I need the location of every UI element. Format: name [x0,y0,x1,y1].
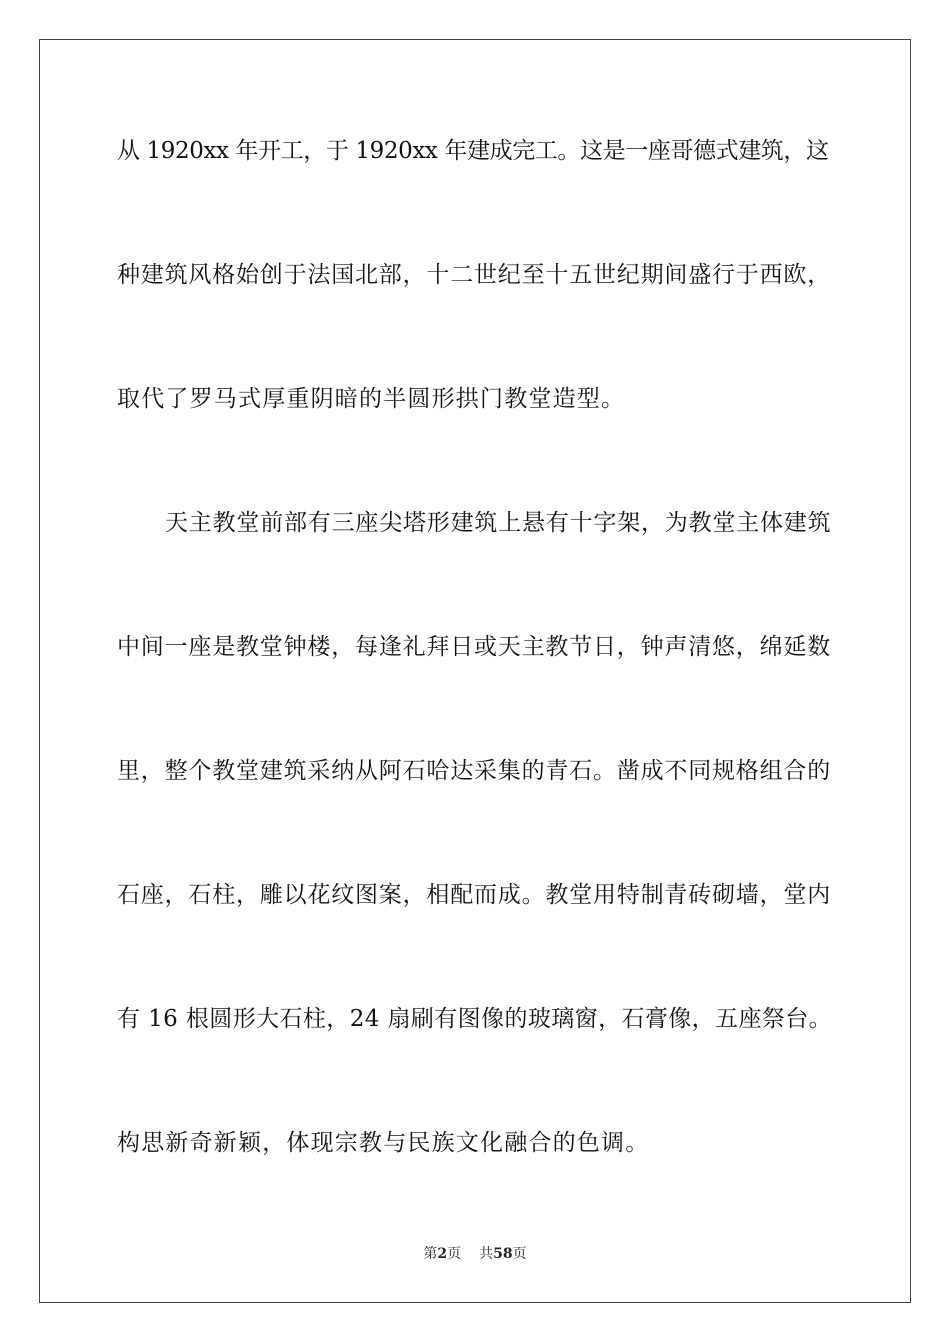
page-border [39,39,911,1303]
total-suffix: 页 [512,1246,527,1262]
body-text-line-5: 中间一座是教堂钟楼，每逢礼拜日或天主教节日，钟声清悠，绵延数 [117,634,831,660]
body-text-line-6: 里，整个教堂建筑采纳从阿石哈达采集的青石。凿成不同规格组合的 [117,758,831,784]
total-page-count: 58 [493,1246,513,1262]
body-text-line-9: 构思新奇新颖，体现宗教与民族文化融合的色调。 [117,1130,650,1156]
total-prefix: 共 [479,1246,494,1262]
body-text-line-7: 石座，石柱，雕以花纹图案，相配而成。教堂用特制青砖砌墙，堂内 [117,882,831,908]
page-suffix: 页 [447,1246,462,1262]
page-footer [0,1244,950,1264]
body-text-line-3: 取代了罗马式厚重阴暗的半圆形拱门教堂造型。 [117,386,626,412]
body-text-line-2: 种建筑风格始创于法国北部，十二世纪至十五世纪期间盛行于西欧， [117,262,831,288]
body-text-line-8: 有 16 根圆形大石柱，24 扇刷有图像的玻璃窗，石膏像，五座祭台。 [117,1006,833,1032]
body-text-line-1: 从 1920xx 年开工，于 1920xx 年建成完工。这是一座哥德式建筑，这 [117,138,829,164]
page-prefix: 第 [423,1246,438,1262]
current-page-number: 2 [437,1246,448,1262]
body-text-line-4: 天主教堂前部有三座尖塔形建筑上悬有十字架，为教堂主体建筑 [165,510,832,536]
